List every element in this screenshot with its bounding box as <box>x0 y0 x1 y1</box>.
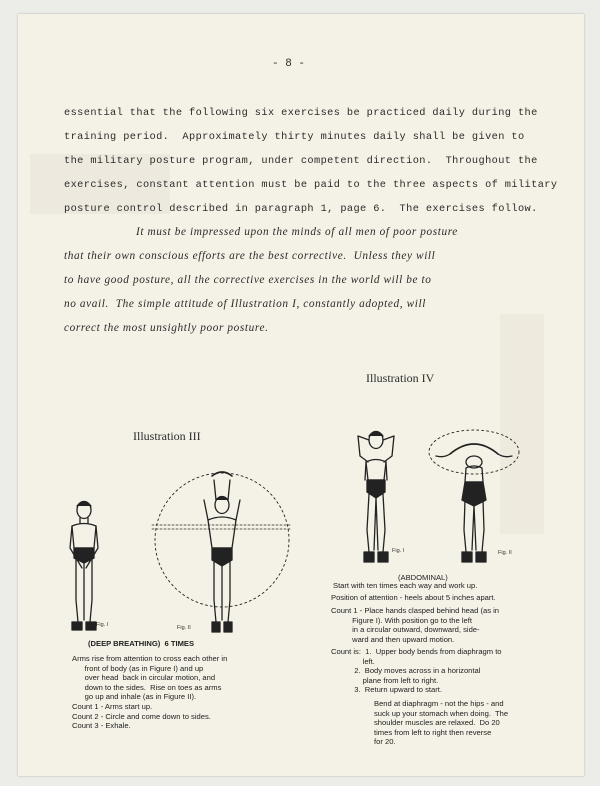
illustration-iii-description <box>72 654 227 702</box>
note-line: times from left to right then reverse <box>374 727 492 737</box>
illustration-iv-count-1 <box>331 606 499 644</box>
emphasis-line: that their own conscious efforts are the best corrective. Unless they will <box>64 250 436 262</box>
paragraph-line: posture control described in paragraph 1, page 6. The exercises follow. <box>64 203 538 215</box>
illustration-iv-count-is <box>331 647 502 695</box>
count-line: Count 2 - Circle and come down to sides. <box>72 711 211 721</box>
count-line: in a circular outward, downward, side- <box>331 625 480 634</box>
emphasis-line: correct the most unsightly poor posture. <box>64 322 269 334</box>
paragraph-line: essential that the following six exercises be practiced daily during the <box>64 107 538 119</box>
note-line: suck up your stomach when doing. The <box>374 708 509 718</box>
illustration-iii-counts <box>72 702 211 731</box>
illustration-iv-position: Position of attention - heels about 5 inches apart. <box>331 593 496 602</box>
illustration-iv-fig-1-label: Fig. I <box>392 548 405 554</box>
description-line: over head back in circular motion, and <box>72 673 216 682</box>
illustration-iv-heading: (ABDOMINAL) <box>398 573 448 582</box>
paragraph-line: training period. Approximately thirty minutes daily shall be given to <box>64 131 525 143</box>
note-line: for 20. <box>374 737 396 746</box>
note-line: Bend at diaphragm - not the hips - and <box>374 699 504 708</box>
description-line: go up and inhale (as in Figure II). <box>72 692 197 701</box>
emphasis-line: to have good posture, all the corrective exercises in the world will be to <box>64 274 432 286</box>
note-line: shoulder muscles are relaxed. Do 20 <box>374 718 500 727</box>
count-line: Count is: 1. Upper body bends from diaphragm to <box>331 647 502 656</box>
page-number: - 8 - <box>272 58 306 70</box>
count-line: Figure I). With position go to the left <box>331 615 472 625</box>
emphasis-line: no avail. The simple attitude of Illustration I, constantly adopted, will <box>64 298 426 310</box>
illustration-iii-heading: (DEEP BREATHING) 6 TIMES <box>88 639 195 648</box>
illustration-iv-fig-2-label: Fig. II <box>498 550 512 556</box>
illustration-iv-title: Illustration IV <box>366 371 435 385</box>
count-line: plane from left to right. <box>331 675 439 685</box>
count-line: 3. Return upward to start. <box>331 685 442 694</box>
illustration-iv-subheading: Start with ten times each way and work up. <box>333 581 478 590</box>
abdominal-figure-1 <box>358 432 394 563</box>
count-line: 2. Body moves across in a horizontal <box>331 666 481 675</box>
paragraph-line: the military posture program, under competent direction. Throughout the <box>64 155 538 167</box>
count-line: Count 1 - Arms start up. <box>72 702 153 711</box>
count-line: Count 3 - Exhale. <box>72 721 131 730</box>
deep-breathing-figure-2 <box>152 472 292 632</box>
illustration-iii-fig-1-label: Fig. I <box>96 622 109 628</box>
count-line: ward and then upward motion. <box>331 634 455 644</box>
paragraph-line: exercises, constant attention must be paid to the three aspects of military <box>64 179 558 191</box>
deep-breathing-figure-1 <box>70 502 98 631</box>
count-line: Count 1 - Place hands clasped behind head (as in <box>331 606 500 615</box>
description-line: down to the sides. Rise on toes as arms <box>72 682 222 692</box>
count-line: left. <box>331 656 375 666</box>
illustration-iii-fig-2-label: Fig. II <box>177 625 191 631</box>
description-line: Arms rise from attention to cross each other in <box>72 654 228 663</box>
description-line: front of body (as in Figure I) and up <box>72 663 204 673</box>
emphasis-line: It must be impressed upon the minds of all men of poor posture <box>136 226 458 238</box>
abdominal-figure-2 <box>429 430 519 562</box>
illustration-iii-title: Illustration III <box>133 429 201 443</box>
illustration-iv-bend-note <box>374 699 508 747</box>
